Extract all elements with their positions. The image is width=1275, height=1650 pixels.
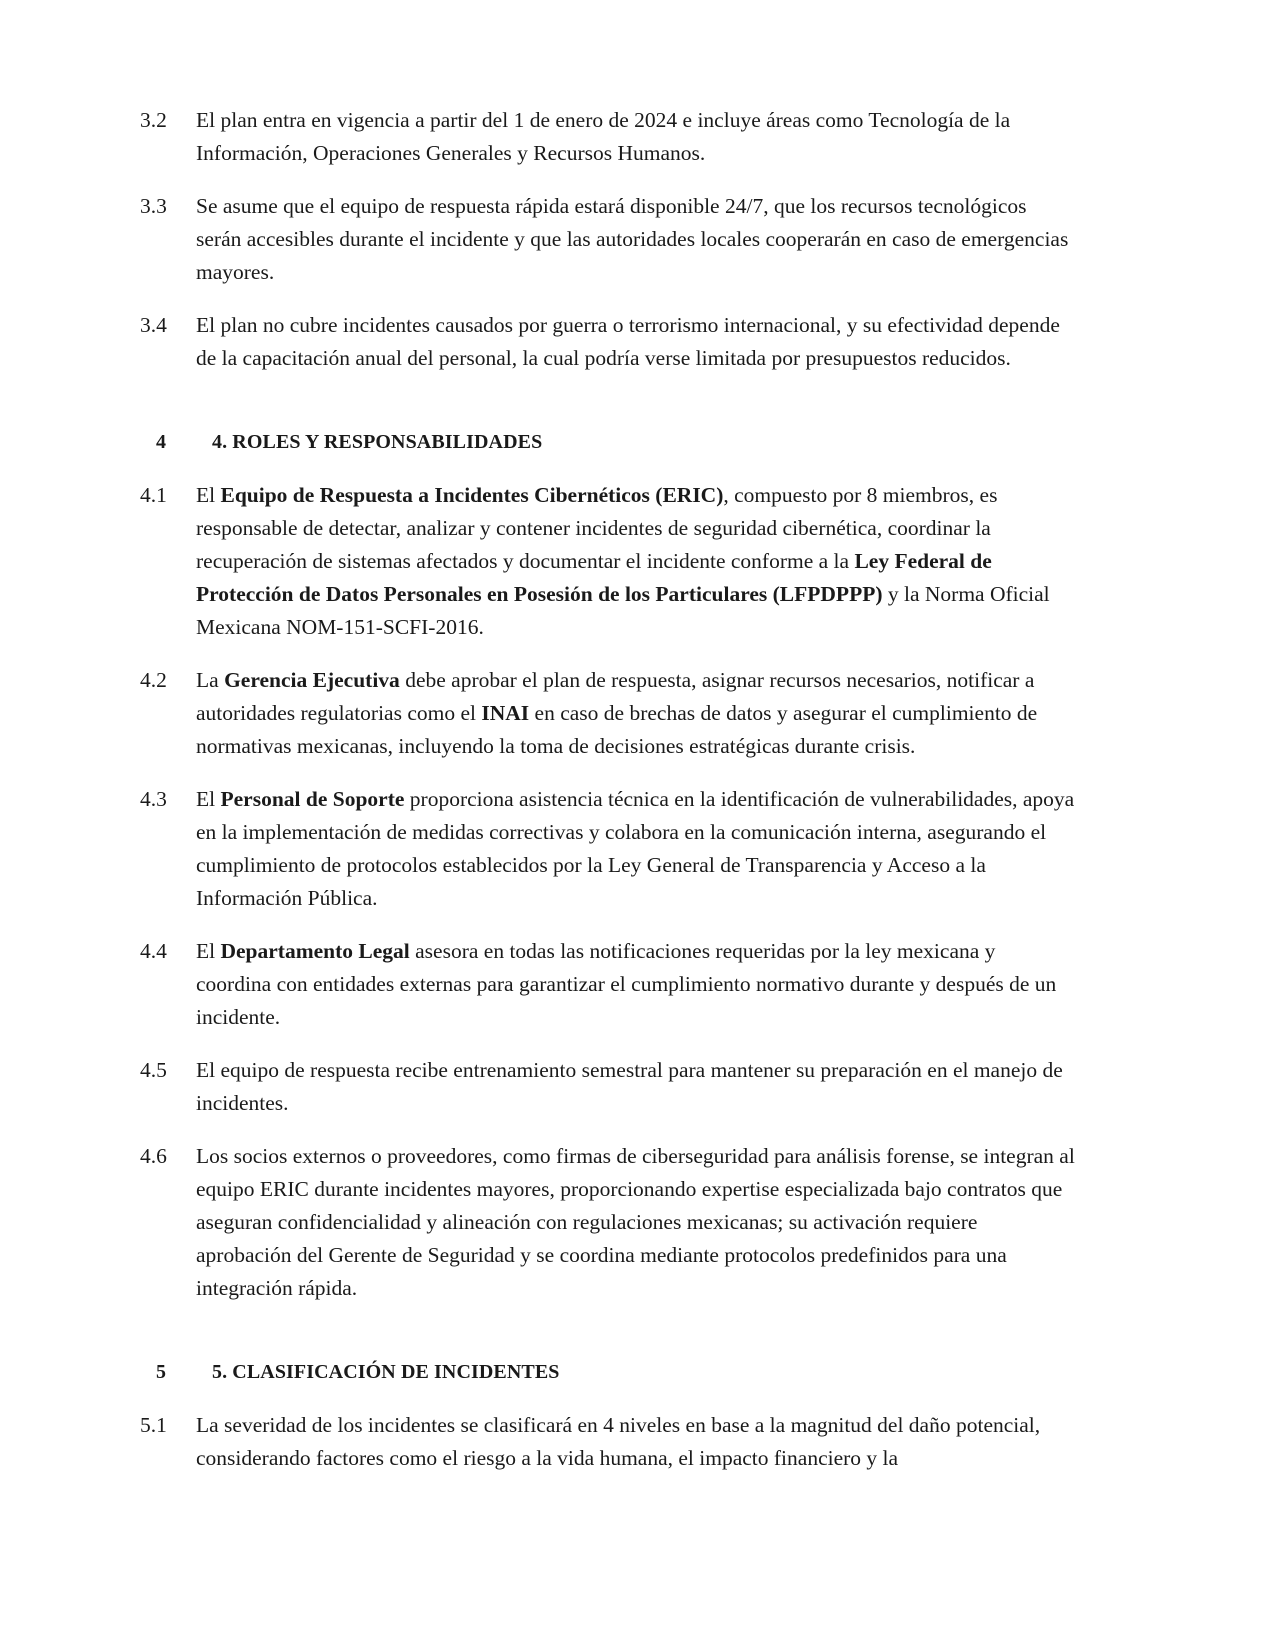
clause-4-3 [140, 783, 1075, 915]
clause-3-3 [140, 190, 1075, 289]
clause-number: 4.3 [140, 787, 167, 811]
document-body [140, 104, 1075, 1495]
clause-number: 4.4 [140, 939, 167, 963]
clause-number: 5.1 [140, 1413, 167, 1437]
clause-text: El plan entra en vigencia a partir del 1 de enero de 2024 e incluye áreas como Tecnología de la Información, Operaciones Generales y Recursos Humanos. [196, 108, 1011, 165]
clause-text: La severidad de los incidentes se clasificará en 4 niveles en base a la magnitud del daño potencial, considerando factores como el riesgo a la vida humana, el impacto financiero y la [196, 1413, 1041, 1470]
section-heading-5 [140, 1357, 1075, 1387]
clause-4-1 [140, 479, 1075, 644]
clause-number: 3.2 [140, 108, 167, 132]
clause-number: 4.1 [140, 483, 167, 507]
section-title: 5. CLASIFICACIÓN DE INCIDENTES [212, 1361, 560, 1383]
clause-number: 3.4 [140, 313, 167, 337]
clause-number: 4.2 [140, 668, 167, 692]
section-heading-4 [140, 427, 1075, 457]
clause-text: Los socios externos o proveedores, como firmas de ciberseguridad para análisis forense, se integran al equipo ERIC durante incidentes mayores, proporcionando expertise especializada bajo contratos que aseguran confidencialidad y alineación con regulaciones mexicanas; su activación requiere aprobación del Gerente de Seguridad y se coordina mediante protocolos predefinidos para una integración rápida. [196, 1144, 1075, 1300]
clause-4-4 [140, 935, 1075, 1034]
clause-text: El Equipo de Respuesta a Incidentes Cibernéticos (ERIC), compuesto por 8 miembros, es responsable de detectar, analizar y contener incidentes de seguridad cibernética, coordinar la recuperación de sistemas afectados y documentar el incidente conforme a la Ley Federal de Protección de Datos Personales en Posesión de los Particulares (LFPDPPP) y la Norma Oficial Mexicana NOM-151-SCFI-2016. [196, 483, 1050, 639]
clause-text: El plan no cubre incidentes causados por guerra o terrorismo internacional, y su efectividad depende de la capacitación anual del personal, la cual podría verse limitada por presupuestos reducidos. [196, 313, 1060, 370]
section-title: 4. ROLES Y RESPONSABILIDADES [212, 431, 543, 453]
clause-number: 3.3 [140, 194, 167, 218]
clause-3-2 [140, 104, 1075, 170]
clause-text: El Departamento Legal asesora en todas las notificaciones requeridas por la ley mexicana y coordina con entidades externas para garantizar el cumplimiento normativo durante y después de un incidente. [196, 939, 1057, 1029]
clause-4-6 [140, 1140, 1075, 1305]
clause-text: El Personal de Soporte proporciona asistencia técnica en la identificación de vulnerabilidades, apoya en la implementación de medidas correctivas y colabora en la comunicación interna, asegurando el cumplimiento de protocolos establecidos por la Ley General de Transparencia y Acceso a la Información Pública. [196, 787, 1075, 910]
clause-text: Se asume que el equipo de respuesta rápida estará disponible 24/7, que los recursos tecnológicos serán accesibles durante el incidente y que las autoridades locales cooperarán en caso de emergencias mayores. [196, 194, 1069, 284]
clause-4-5 [140, 1054, 1075, 1120]
clause-number: 4.6 [140, 1144, 167, 1168]
clause-text: La Gerencia Ejecutiva debe aprobar el plan de respuesta, asignar recursos necesarios, notificar a autoridades regulatorias como el INAI en caso de brechas de datos y asegurar el cumplimiento de normativas mexicanas, incluyendo la toma de decisiones estratégicas durante crisis. [196, 668, 1038, 758]
clause-text: El equipo de respuesta recibe entrenamiento semestral para mantener su preparación en el manejo de incidentes. [196, 1058, 1063, 1115]
clause-3-4 [140, 309, 1075, 375]
section-number: 4 [156, 431, 166, 453]
clause-4-2 [140, 664, 1075, 763]
section-number: 5 [156, 1361, 166, 1383]
clause-number: 4.5 [140, 1058, 167, 1082]
clause-5-1 [140, 1409, 1075, 1475]
